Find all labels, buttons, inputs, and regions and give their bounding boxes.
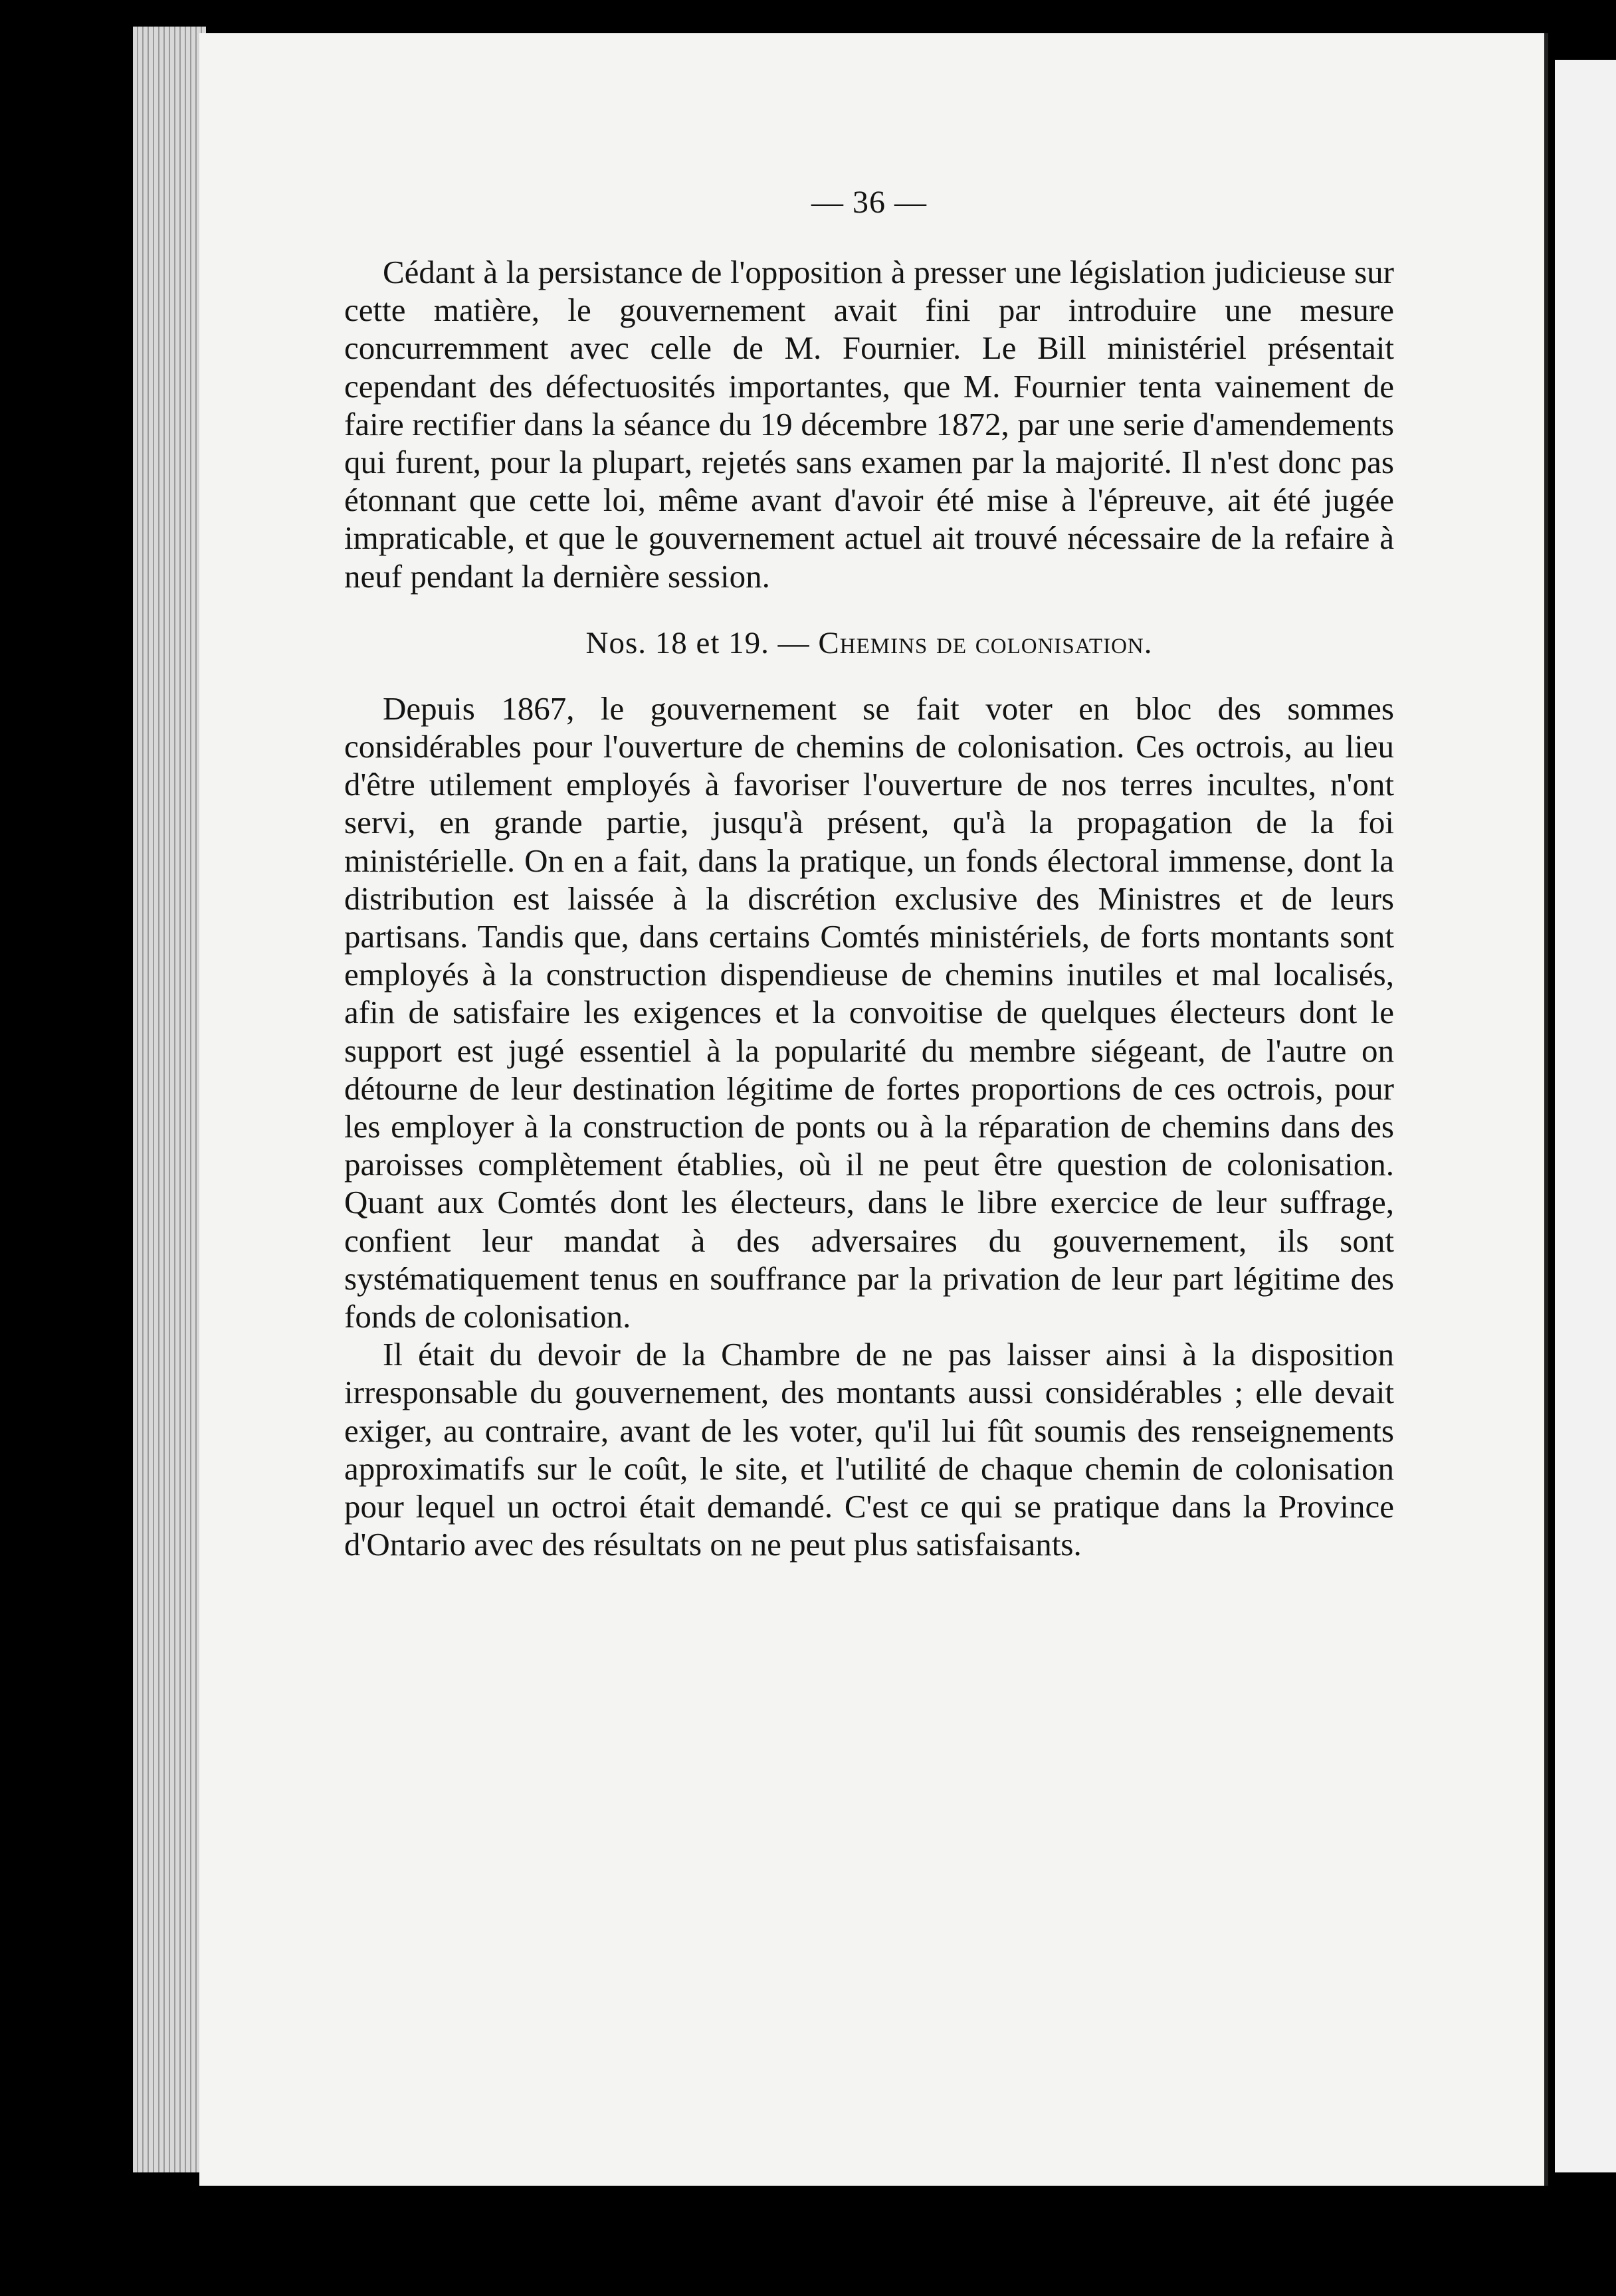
scan-border: [100, 2186, 1616, 2296]
page-number: — 36 —: [811, 185, 927, 220]
facing-page-edge: [1555, 60, 1616, 2172]
section-heading: [344, 623, 1394, 663]
page-edges: [133, 27, 206, 2172]
paragraph: Il était du devoir de la Chambre de ne pas laisser ainsi à la disposition irresponsable du gouvernement, des montants aussi considérables ; elle devait exiger, au contraire, avant de les voter, qu'il lui fût soumis des renseignements approximatifs sur le coût, le site, et l'utilité de chaque chemin de colonisation pour lequel un octroi était demandé. C'est ce qui se pratique dans la Province d'Ontario avec des résultats on ne peut plus satisfaisants.: [344, 1336, 1394, 1563]
page-text: [344, 183, 1394, 1564]
section-number: Nos. 18 et 19. —: [585, 625, 810, 660]
section-title: Chemins de colonisation.: [818, 625, 1153, 660]
paragraph: Cédant à la persistance de l'opposition à presser une législation judicieuse sur cette matière, le gouvernement avait fini par introduire une mesure concurremment avec celle de M. Fournier. Le Bill ministériel présentait cependant des défectuosités importantes, que M. Fournier tenta vainement de faire rectifier dans la séance du 19 décembre 1872, par une serie d'amendements qui furent, pour la plupart, rejetés sans examen par la majorité. Il n'est donc pas étonnant que cette loi, même avant d'avoir été mise à l'épreuve, ait été jugée impraticable, et que le gouvernement actuel ait trouvé nécessaire de la refaire à neuf pendant la dernière session.: [344, 254, 1394, 595]
paragraph: Depuis 1867, le gouvernement se fait voter en bloc des sommes considérables pour l'ouverture de chemins de colonisation. Ces octrois, au lieu d'être utilement employés à favoriser l'ouverture de nos terres incultes, n'ont servi, en grande partie, jusqu'à présent, qu'à la propagation de la foi ministérielle. On en a fait, dans la pratique, un fonds électoral immense, dont la distribution est laissée à la discrétion exclusive des Ministres et de leurs partisans. Tandis que, dans certains Comtés ministériels, de forts montants sont employés à la construction dispendieuse de chemins inutiles et mal localisés, afin de satisfaire les exigences et la convoitise de quelques électeurs dont le support est jugé essentiel à la popularité du membre siégeant, de l'autre on détourne de leur destination légitime de fortes proportions de ces octrois, pour les employer à la construction de ponts ou à la réparation de chemins dans des paroisses complètement établies, où il ne peut être question de colonisation. Quant aux Comtés dont les électeurs, dans le libre exercice de leur suffrage, confient leur mandat à des adversaires du gouvernement, ils sont systématiquement tenus en souffrance par la privation de leur part légitime des fonds de colonisation.: [344, 690, 1394, 1335]
